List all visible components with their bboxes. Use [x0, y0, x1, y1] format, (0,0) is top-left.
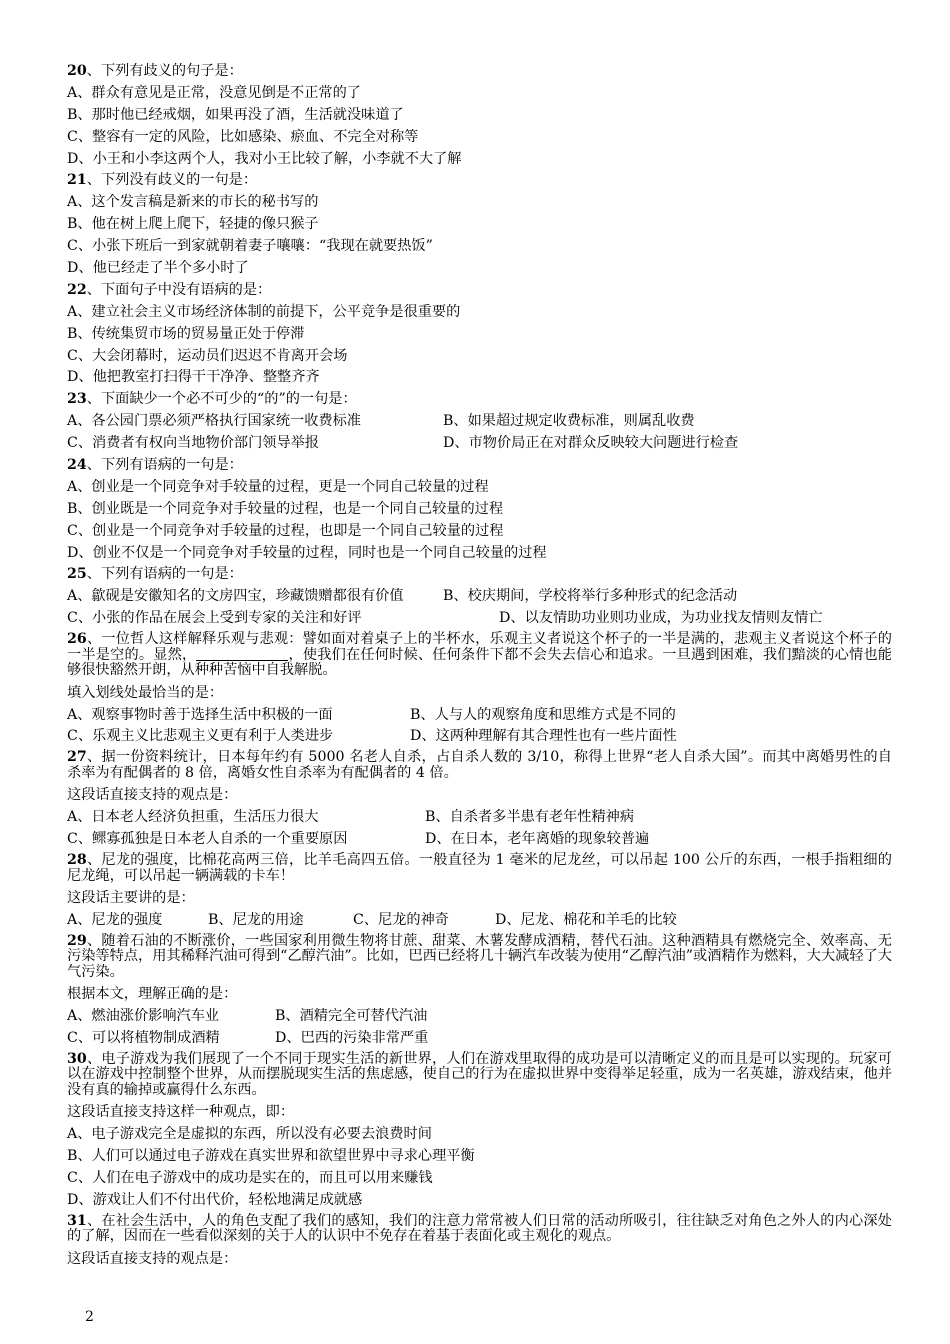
- question-number: 31: [67, 1212, 87, 1229]
- question-number: 24: [67, 457, 87, 474]
- option-c: C、小张的作品在展会上受到专家的关注和好评: [67, 610, 362, 627]
- question-stem: 、尼龙的强度，比棉花高两三倍，比羊毛高四五倍。一般直径为 1 毫米的尼龙丝，可以吊起 100 公斤的东西，一根手指粗细的尼龙绳，可以吊起一辆满载的卡车！: [67, 852, 892, 884]
- question-stem: 、下列有歧义的句子是：: [86, 63, 243, 79]
- option-d: D、以友情助功业则功业成，为功业找友情则友情亡: [499, 610, 823, 627]
- question-29: [67, 934, 892, 1049]
- option-a: A、这个发言稿是新来的市长的秘书写的: [67, 194, 319, 211]
- option-c: C、鳏寡孤独是日本老人自杀的一个重要原因: [67, 831, 348, 848]
- question-number: 29: [67, 932, 87, 949]
- option-d: D、他已经走了半个多小时了: [67, 260, 249, 277]
- question-stem-part1: 、一位哲人这样解释乐观与悲观：譬如面对着桌子上的半杯水，乐观主义者说这个杯子的一半是满的，悲观主义者说这个杯子的一半是空的。显然，: [67, 631, 892, 663]
- option-b: B、酒精完全可替代汽油: [275, 1008, 428, 1025]
- question-24: [67, 454, 892, 563]
- option-c: C、创业是一个同竞争对手较量的过程，也即是一个同自己较量的过程: [67, 522, 504, 539]
- question-number: 25: [67, 566, 87, 583]
- question-30: [67, 1052, 892, 1211]
- option-d: D、巴西的污染非常严重: [275, 1030, 429, 1047]
- option-d: D、这两种理解有其合理性也有一些片面性: [410, 728, 677, 745]
- option-b: B、校庆期间，学校将举行多种形式的纪念活动: [443, 588, 738, 605]
- option-a: A、燃油涨价影响汽车业: [67, 1008, 220, 1025]
- question-20: [67, 60, 892, 169]
- question-stem-part2: ，使我们在任何时候、任何条件下都不会失去信心和追求。一旦遇到困难，我们黯淡的心情也能够很快豁然开朗，从种种苦恼中自我解脱。: [67, 646, 892, 679]
- question-number: 20: [67, 63, 87, 79]
- option-a: A、群众有意见是正常，没意见倒是不正常的了: [67, 84, 361, 101]
- option-b: B、那时他已经戒烟，如果再没了酒，生活就没味道了: [67, 106, 404, 123]
- question-number: 23: [67, 391, 87, 408]
- option-c: C、乐观主义比悲观主义更有利于人类进步: [67, 728, 334, 745]
- option-a: A、尼龙的强度: [67, 911, 163, 928]
- question-number: 22: [67, 281, 87, 298]
- option-c: C、小张下班后一到家就朝着妻子嚷嚷：“我现在就要热饭”: [67, 238, 433, 255]
- option-a: A、建立社会主义市场经济体制的前提下，公平竞争是很重要的: [67, 303, 461, 320]
- option-d: D、小王和小李这两个人，我对小王比较了解，小李就不大了解: [67, 150, 462, 167]
- question-prompt: 这段话主要讲的是：: [67, 890, 195, 906]
- option-d: D、尼龙、棉花和羊毛的比较: [495, 911, 677, 928]
- option-c: C、可以将植物制成酒精: [67, 1030, 220, 1047]
- option-b: B、传统集贸市场的贸易量正处于停滞: [67, 325, 305, 342]
- question-prompt: 填入划线处最恰当的是：: [67, 684, 224, 701]
- question-stem: 、在社会生活中，人的角色支配了我们的感知，我们的注意力常常被人们日常的活动所吸引，往往缺乏对角色之外人的内心深处的了解，因而在一些看似深刻的关于人的认识中不免存在着基于表面化或主观化的观点。: [67, 1212, 892, 1245]
- option-d: D、创业不仅是一个同竞争对手较量的过程，同时也是一个同自己较量的过程: [67, 544, 547, 561]
- option-b: B、人们可以通过电子游戏在真实世界和欲望世界中寻求心理平衡: [67, 1148, 475, 1165]
- question-stem: 、下面缺少一个必不可少的“的”的一句是：: [86, 391, 357, 408]
- question-stem: 、下面句子中没有语病的是：: [86, 281, 272, 298]
- question-prompt: 这段话直接支持这样一种观点，即：: [67, 1104, 295, 1121]
- question-28: [67, 853, 892, 931]
- option-a: A、电子游戏完全是虚拟的东西，所以没有必要去浪费时间: [67, 1126, 432, 1143]
- question-26: [67, 632, 892, 747]
- question-stem: 、下列有语病的一句是：: [86, 566, 243, 583]
- page-number: 2: [85, 1309, 94, 1325]
- question-prompt: 根据本文，理解正确的是：: [67, 986, 238, 1003]
- option-b: B、人与人的观察角度和思维方式是不同的: [410, 706, 676, 723]
- option-b: B、尼龙的用途: [208, 911, 304, 928]
- option-b: B、自杀者多半患有老年性精神病: [425, 809, 635, 826]
- option-a: A、歙砚是安徽知名的文房四宝，珍藏馈赠都很有价值: [67, 588, 404, 605]
- option-c: C、消费者有权向当地物价部门领导举报: [67, 435, 320, 452]
- option-c: C、人们在电子游戏中的成功是实在的，而且可以用来赚钱: [67, 1170, 433, 1187]
- question-number: 21: [67, 172, 87, 189]
- option-a: A、日本老人经济负担重，生活压力很大: [67, 809, 319, 826]
- question-number: 28: [67, 852, 87, 868]
- option-c: C、大会闭幕时，运动员们迟迟不肯离开会场: [67, 347, 348, 364]
- option-b: B、创业既是一个同竞争对手较量的过程，也是一个同自己较量的过程: [67, 500, 504, 517]
- question-prompt: 这段话直接支持的观点是：: [67, 1250, 238, 1267]
- question-stem: 、电子游戏为我们展现了一个不同于现实生活的新世界，人们在游戏里取得的成功是可以清晰定义的而且是可以实现的。玩家可以在游戏中控制整个世界，从而摆脱现实生活的焦虑感，使自己的行为在虚拟世界中变得举足轻重，成为一名英雄，游戏结束，他并没有真的输掉或赢得什么东西。: [67, 1050, 892, 1098]
- option-d: D、游戏让人们不付出代价，轻松地满足成就感: [67, 1192, 363, 1209]
- question-22: [67, 279, 892, 388]
- question-25: [67, 563, 892, 629]
- option-b: B、他在树上爬上爬下，轻捷的像只猴子: [67, 216, 319, 233]
- question-stem: 、据一份资料统计，日本每年约有 5000 名老人自杀，占自杀人数的 3/10，称得上世界“老人自杀大国”。而其中离婚男性的自杀率为有配偶者的 8 倍，离婚女性自杀率为有配偶者的 4 倍。: [67, 749, 892, 781]
- option-d: D、市物价局正在对群众反映较大问题进行检查: [443, 435, 739, 452]
- question-23: [67, 388, 892, 454]
- question-number: 26: [67, 631, 87, 648]
- option-d: D、在日本，老年离婚的现象较普遍: [425, 831, 650, 848]
- option-c: C、尼龙的神奇: [353, 911, 449, 928]
- question-27: [67, 750, 892, 850]
- question-stem: 、下列有语病的一句是：: [86, 457, 243, 474]
- exam-page: [67, 60, 892, 1270]
- option-b: B、如果超过规定收费标准，则属乱收费: [443, 413, 695, 430]
- option-d: D、他把教室打扫得干干净净、整整齐齐: [67, 369, 320, 386]
- question-number: 27: [67, 749, 87, 766]
- option-a: A、创业是一个同竞争对手较量的过程，更是一个同自己较量的过程: [67, 478, 489, 495]
- question-prompt: 这段话直接支持的观点是：: [67, 787, 238, 804]
- question-31: [67, 1214, 892, 1270]
- question-stem: 、随着石油的不断涨价，一些国家利用微生物将甘蔗、甜菜、木薯发酵成酒精，替代石油。这种酒精具有燃烧完全、效率高、无污染等特点，用其稀释汽油可得到“乙醇汽油”。比如，巴西已经将几十辆汽车改装为使用“乙醇汽油”或酒精作为燃料，大大减轻了大气污染。: [67, 932, 892, 980]
- fill-blank-line: [196, 648, 288, 661]
- option-a: A、观察事物时善于选择生活中积极的一面: [67, 706, 333, 723]
- option-c: C、整容有一定的风险，比如感染、瘀血、不完全对称等: [67, 128, 419, 145]
- question-number: 30: [67, 1050, 87, 1067]
- option-a: A、各公园门票必须严格执行国家统一收费标准: [67, 413, 361, 430]
- question-21: [67, 169, 892, 278]
- question-stem: 、下列没有歧义的一句是：: [86, 172, 258, 189]
